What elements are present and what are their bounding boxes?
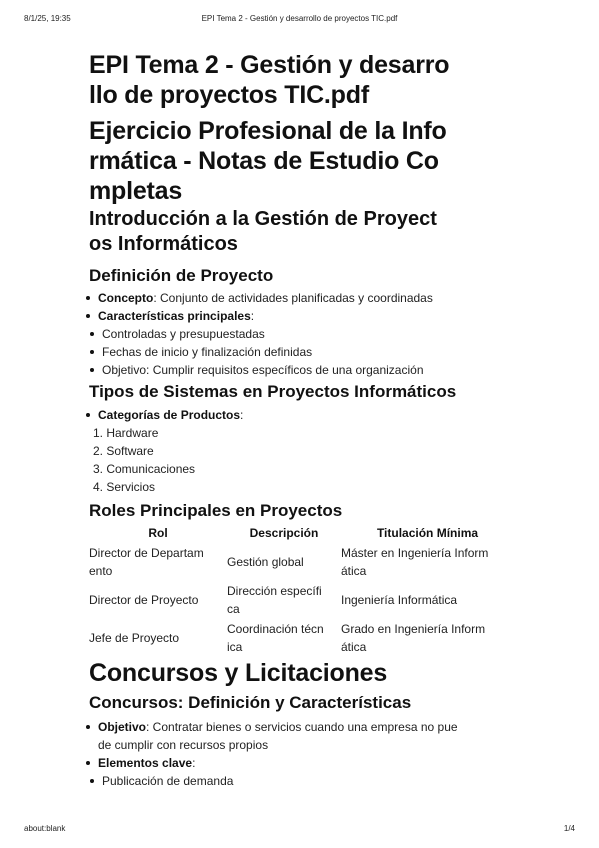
objetivo-label: Objetivo — [98, 720, 147, 734]
table-row — [89, 581, 514, 619]
print-doc-title: EPI Tema 2 - Gestión y desarrollo de proyectos TIC.pdf — [201, 14, 398, 23]
section-heading-intro — [89, 207, 514, 257]
caract-label: Características principales — [98, 309, 251, 323]
table-header-row — [89, 523, 514, 543]
roles-table — [89, 523, 514, 657]
table-cell: Dirección específi ca — [227, 584, 322, 616]
list-item — [89, 307, 514, 325]
document-body — [89, 50, 514, 790]
document-title — [89, 50, 514, 110]
column-header: Titulación Mínima — [376, 526, 479, 540]
cat-colon: : — [240, 408, 244, 422]
cat-label: Categorías de Productos — [98, 408, 241, 422]
list-item — [89, 406, 514, 424]
list-item: Objetivo: Cumplir requisitos específicos de una organización — [93, 361, 514, 379]
table-cell: Ingeniería Informática — [341, 593, 458, 607]
concepto-text: : Conjunto de actividades planificadas y coordinadas — [153, 291, 433, 305]
subtitle-line: Ejercicio Profesional de la Info — [89, 117, 447, 145]
table-cell: Máster en Ingeniería Inform ática — [341, 546, 489, 578]
intro-line: os Informáticos — [89, 233, 238, 255]
objetivo-text: de cumplir con recursos propios — [98, 738, 269, 752]
elementos-sublist — [93, 772, 514, 790]
print-header — [24, 14, 575, 24]
heading-concursos: Concursos y Licitaciones — [89, 659, 388, 687]
list-item: 2. Software — [93, 444, 154, 458]
heading-concursos-def: Concursos: Definición y Características — [89, 693, 412, 712]
column-header: Rol — [148, 526, 168, 540]
table-cell: Gestión global — [227, 555, 304, 569]
list-item: Publicación de demanda — [93, 772, 514, 790]
table-cell: Director de Proyecto — [89, 593, 199, 607]
print-page-number: 1/4 — [563, 824, 575, 833]
definicion-list — [89, 289, 514, 325]
list-item — [89, 754, 514, 772]
title-line: EPI Tema 2 - Gestión y desarro — [89, 51, 450, 79]
caract-sublist — [93, 325, 514, 379]
intro-line: Introducción a la Gestión de Proyect — [89, 208, 437, 230]
list-item: 1. Hardware — [93, 426, 159, 440]
list-item: Controladas y presupuestadas — [93, 325, 514, 343]
subtitle-line: rmática - Notas de Estudio Co — [89, 147, 439, 175]
column-header: Descripción — [249, 526, 319, 540]
table-row — [89, 619, 514, 657]
document-subtitle — [89, 116, 514, 206]
print-footer — [24, 824, 575, 834]
list-item — [89, 718, 514, 754]
heading-tipos: Tipos de Sistemas en Proyectos Informáticos — [89, 382, 457, 401]
list-item — [89, 289, 514, 307]
tipos-list — [89, 406, 514, 424]
heading-roles: Roles Principales en Proyectos — [89, 501, 343, 520]
title-line: llo de proyectos TIC.pdf — [89, 81, 369, 109]
table-cell: Grado en Ingeniería Inform ática — [341, 622, 486, 654]
concepto-label: Concepto — [98, 291, 154, 305]
print-source: about:blank — [24, 824, 66, 833]
table-cell: Coordinación técn ica — [227, 622, 324, 654]
print-datetime: 8/1/25, 19:35 — [24, 14, 71, 23]
table-cell: Director de Departam ento — [89, 546, 204, 578]
heading-definicion: Definición de Proyecto — [89, 266, 274, 285]
list-item: 4. Servicios — [93, 480, 156, 494]
objetivo-text: : Contratar bienes o servicios cuando una empresa no pue — [146, 720, 458, 734]
caract-colon: : — [250, 309, 255, 323]
elementos-colon: : — [192, 756, 196, 770]
list-item: Fechas de inicio y finalización definidas — [93, 343, 514, 361]
table-cell: Jefe de Proyecto — [89, 631, 180, 645]
concursos-list — [89, 718, 514, 772]
tipos-numbered-list — [89, 424, 514, 496]
list-item: 3. Comunicaciones — [93, 462, 196, 476]
elementos-label: Elementos clave — [98, 756, 193, 770]
table-row — [89, 543, 514, 581]
subtitle-line: mpletas — [89, 177, 183, 205]
